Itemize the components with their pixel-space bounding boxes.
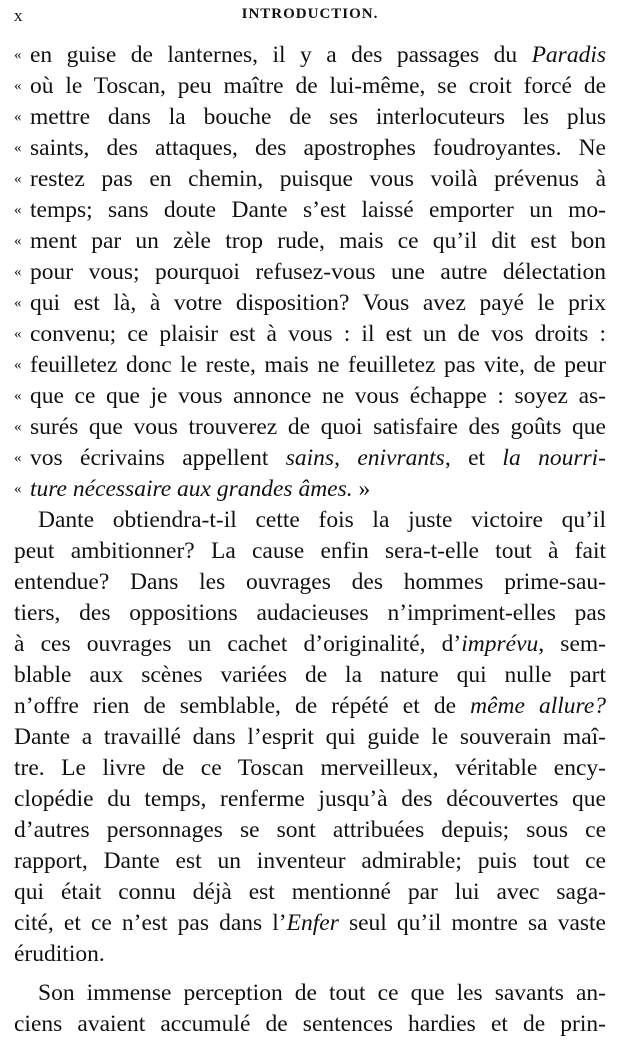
quote-mark: «: [14, 140, 22, 156]
paragraph-gap: [14, 970, 606, 978]
quote-mark: «: [14, 171, 22, 187]
text-line: Dante obtiendra-t-il cette fois la juste victoire qu’il: [38, 507, 606, 533]
quote-mark: «: [14, 78, 22, 94]
quote-mark: «: [14, 326, 22, 342]
text-line: à ces ouvrages un cachet d’originalité, d’imprévu, sem-: [14, 631, 606, 657]
text-line: Son immense perception de tout ce que les savants an-: [38, 980, 606, 1006]
body-text: [14, 40, 606, 1040]
text-line: « convenu; ce plaisir est à vous : il est un de vos droits :: [14, 319, 606, 350]
quote-mark: «: [14, 109, 22, 125]
text-line: « ture nécessaire aux grandes âmes. »: [14, 474, 606, 505]
text-line: « mettre dans la bouche de ses interlocuteurs les plus: [14, 102, 606, 133]
quote-mark: «: [14, 295, 22, 311]
text-line: « temps; sans doute Dante s’est laissé emporter un mo-: [14, 195, 606, 226]
quote-mark: «: [14, 202, 22, 218]
quote-mark: «: [14, 47, 22, 63]
text-line: n’offre rien de semblable, de répété et de même allure?: [14, 693, 606, 719]
text-line: « qui est là, à votre disposition? Vous avez payé le prix: [14, 288, 606, 319]
text-line: d’autres personnages se sont attribuées depuis; sous ce: [14, 817, 606, 843]
quote-mark: «: [14, 450, 22, 466]
paragraph: [14, 505, 606, 970]
text-line: « feuilletez donc le reste, mais ne feuilletez pas vite, de peur: [14, 350, 606, 381]
running-title: INTRODUCTION.: [241, 6, 379, 22]
text-line: « ment par un zèle trop rude, mais ce qu’il dit est bon: [14, 226, 606, 257]
text-line: cité, et ce n’est pas dans l’Enfer seul qu’il montre sa vaste: [14, 910, 606, 936]
text-line: « saints, des attaques, des apostrophes foudroyantes. Ne: [14, 133, 606, 164]
quote-mark: «: [14, 264, 22, 280]
text-line: tiers, des oppositions audacieuses n’impriment-elles pas: [14, 600, 606, 626]
text-line: « surés que vous trouverez de quoi satisfaire des goûts que: [14, 412, 606, 443]
text-line: « où le Toscan, peu maître de lui-même, se croit forcé de: [14, 71, 606, 102]
text-line: tre. Le livre de ce Toscan merveilleux, véritable ency-: [14, 755, 606, 781]
running-head: [14, 6, 606, 28]
text-line: rapport, Dante est un inventeur admirable; puis tout ce: [14, 848, 606, 874]
text-line: clopédie du temps, renferme jusqu’à des découvertes que: [14, 786, 606, 812]
text-line: Dante a travaillé dans l’esprit qui guide le souverain maî-: [14, 724, 606, 750]
text-line: blable aux scènes variées de la nature qui nulle part: [14, 662, 606, 688]
quoted-passage: [14, 40, 606, 505]
text-line: ciens avaient accumulé de sentences hardies et de prin-: [14, 1011, 606, 1037]
text-line: « vos écrivains appellent sains, enivrants, et la nourri-: [14, 443, 606, 474]
page-number: x: [14, 6, 23, 25]
text-line: « que ce que je vous annonce ne vous échappe : soyez as-: [14, 381, 606, 412]
text-line: « en guise de lanternes, il y a des passages du Paradis: [14, 40, 606, 71]
quote-mark: «: [14, 481, 22, 497]
text-line: peut ambitionner? La cause enfin sera-t-elle tout à fait: [14, 538, 606, 564]
text-line: « pour vous; pourquoi refusez-vous une autre délectation: [14, 257, 606, 288]
text-line: érudition.: [14, 941, 105, 967]
text-line: « restez pas en chemin, puisque vous voilà prévenus à: [14, 164, 606, 195]
text-line: entendue? Dans les ouvrages des hommes prime-sau-: [14, 569, 606, 595]
text-line: qui était connu déjà est mentionné par lui avec saga-: [14, 879, 606, 905]
quote-mark: «: [14, 357, 22, 373]
quote-mark: «: [14, 419, 22, 435]
quote-mark: «: [14, 233, 22, 249]
quote-mark: «: [14, 388, 22, 404]
paragraph: [14, 978, 606, 1040]
